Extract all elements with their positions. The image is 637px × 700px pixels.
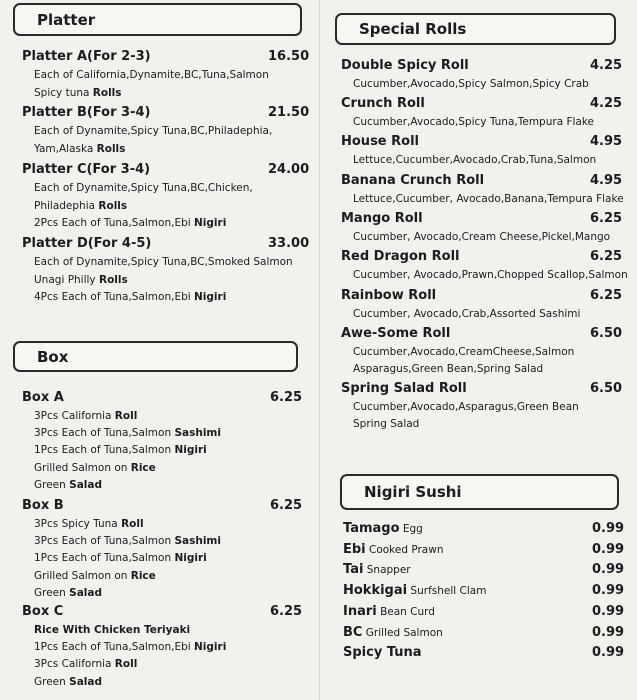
- nigiri-item-desc: Grilled Salmon: [362, 626, 443, 639]
- desc-emphasis: Rolls: [96, 142, 126, 155]
- nigiri-item: [343, 625, 443, 640]
- platter-item-price: 21.50: [268, 105, 310, 120]
- platter-heading: [13, 3, 302, 36]
- nigiri-item-price: 0.99: [592, 603, 625, 619]
- special-roll-title: Banana Crunch Roll: [341, 173, 485, 188]
- platter-item-title: Platter D(For 4-5): [22, 236, 152, 251]
- special-roll-desc: Asparagus,Green Bean,Spring Salad: [353, 363, 544, 375]
- box-item-title: Box B: [22, 498, 64, 513]
- platter-item-desc: Each of Dynamite,Spicy Tuna,BC,Smoked Salmon: [34, 256, 293, 268]
- special-roll-title: Awe-Some Roll: [341, 326, 451, 341]
- nigiri-item: [343, 645, 422, 660]
- special-roll-desc: Lettuce,Cucumber,Avocado,Crab,Tuna,Salmon: [353, 154, 597, 166]
- special-rolls-heading-label: Special Rolls: [359, 20, 467, 38]
- nigiri-item-price: 0.99: [592, 645, 625, 661]
- nigiri-item-price: 0.99: [592, 521, 625, 536]
- special-roll-title: Red Dragon Roll: [341, 249, 460, 264]
- special-roll-price: 6.25: [590, 211, 623, 226]
- special-roll-desc: Spring Salad: [353, 418, 420, 430]
- special-roll-price: 6.25: [590, 249, 623, 264]
- special-roll-desc: Cucumber, Avocado,Cream Cheese,Pickel,Mango: [353, 231, 611, 243]
- desc-emphasis: Sashimi: [174, 427, 221, 440]
- nigiri-item-name: Spicy Tuna: [343, 645, 422, 661]
- platter-item-price: 16.50: [268, 49, 310, 64]
- box-item-desc: 3Pcs Spicy Tuna Roll: [34, 518, 144, 530]
- nigiri-item-desc: Surfshell Clam: [407, 585, 487, 598]
- platter-item-desc: Each of California,Dynamite,BC,Tuna,Salmon: [34, 69, 269, 81]
- platter-item-title: Platter A(For 2-3): [22, 49, 151, 64]
- nigiri-item-price: 0.99: [592, 583, 625, 599]
- special-roll-price: 4.95: [590, 173, 623, 188]
- box-item-desc: 1Pcs Each of Tuna,Salmon,Ebi Nigiri: [34, 641, 227, 654]
- nigiri-item: [343, 542, 443, 557]
- special-roll-desc: Cucumber, Avocado,Crab,Assorted Sashimi: [353, 308, 581, 320]
- platter-item-desc: 2Pcs Each of Tuna,Salmon,Ebi Nigiri: [34, 217, 227, 229]
- special-roll-desc: Cucumber,Avocado,Spicy Salmon,Spicy Crab: [353, 78, 589, 90]
- special-roll-title: Mango Roll: [341, 211, 423, 226]
- nigiri-item-name: Ebi: [343, 541, 366, 557]
- nigiri-heading: [340, 474, 619, 510]
- box-item-desc: Green Salad: [34, 478, 102, 491]
- platter-item-desc: Yam,Alaska Rolls: [34, 142, 126, 155]
- nigiri-item: [343, 583, 486, 598]
- box-item-price: 6.25: [270, 390, 303, 405]
- box-item-title: Box A: [22, 390, 64, 405]
- desc-emphasis: Sashimi: [174, 535, 221, 548]
- nigiri-heading-label: Nigiri Sushi: [364, 483, 462, 501]
- box-item-desc: 3Pcs California Roll: [34, 658, 138, 671]
- column-divider: [319, 0, 320, 700]
- desc-emphasis: Nigiri: [194, 217, 227, 229]
- desc-emphasis: Nigiri: [174, 444, 207, 457]
- platter-item-desc: Each of Dynamite,Spicy Tuna,BC,Philadephia,: [34, 125, 273, 137]
- desc-emphasis: Salad: [69, 478, 102, 491]
- special-roll-desc: Cucumber,Avocado,Asparagus,Green Bean: [353, 401, 579, 413]
- special-roll-price: 6.25: [590, 288, 623, 303]
- nigiri-item-desc: Egg: [399, 523, 423, 535]
- nigiri-item-desc: Cooked Prawn: [365, 543, 444, 556]
- desc-emphasis: Nigiri: [194, 641, 227, 654]
- platter-item-price: 33.00: [268, 236, 310, 251]
- special-roll-price: 6.50: [590, 381, 623, 396]
- desc-emphasis: Nigiri: [174, 552, 207, 565]
- box-item-desc: Grilled Salmon on Rice: [34, 461, 156, 474]
- box-item-title: Box C: [22, 604, 64, 619]
- platter-item-desc: Spicy tuna Rolls: [34, 86, 122, 99]
- special-roll-desc: Cucumber,Avocado,Spicy Tuna,Tempura Flake: [353, 116, 595, 128]
- desc-emphasis: Rolls: [92, 86, 122, 99]
- box-heading-label: Box: [37, 347, 69, 366]
- box-item-price: 6.25: [270, 604, 303, 619]
- platter-item-title: Platter B(For 3-4): [22, 105, 151, 120]
- special-roll-desc: Cucumber, Avocado,Prawn,Chopped Scallop,Salmon: [353, 269, 628, 281]
- desc-emphasis: Rolls: [98, 199, 128, 212]
- nigiri-item-price: 0.99: [592, 624, 625, 640]
- nigiri-item-price: 0.99: [592, 541, 625, 557]
- nigiri-item-name: BC: [343, 624, 363, 640]
- desc-emphasis: Salad: [69, 675, 102, 688]
- box-item-desc: 1Pcs Each of Tuna,Salmon Nigiri: [34, 444, 207, 457]
- desc-emphasis: Rolls: [98, 273, 128, 286]
- nigiri-item-name: Tai: [343, 562, 364, 578]
- desc-emphasis: Rice: [130, 569, 156, 582]
- nigiri-item: [343, 521, 423, 536]
- desc-emphasis: Rice With Chicken Teriyaki: [34, 624, 191, 636]
- platter-heading-label: Platter: [37, 10, 96, 29]
- nigiri-item-desc: Snapper: [363, 564, 411, 577]
- desc-emphasis: Roll: [114, 658, 138, 671]
- desc-emphasis: Nigiri: [194, 291, 227, 303]
- box-item-price: 6.25: [270, 498, 303, 513]
- nigiri-item-name: Hokkigai: [343, 583, 408, 599]
- special-roll-price: 4.25: [590, 58, 623, 73]
- special-roll-title: Crunch Roll: [341, 96, 425, 111]
- special-roll-title: Double Spicy Roll: [341, 58, 469, 73]
- special-roll-title: Rainbow Roll: [341, 288, 437, 303]
- box-item-desc: Green Salad: [34, 586, 102, 599]
- special-roll-title: House Roll: [341, 134, 419, 149]
- nigiri-item-desc: Bean Curd: [376, 605, 435, 618]
- box-heading: [13, 341, 298, 372]
- desc-emphasis: Rice: [130, 461, 156, 474]
- nigiri-item: [343, 562, 411, 577]
- box-item-desc: 3Pcs Each of Tuna,Salmon Sashimi: [34, 427, 221, 440]
- special-roll-desc: Lettuce,Cucumber, Avocado,Banana,Tempura Flake: [353, 193, 624, 205]
- special-rolls-heading: [335, 13, 616, 45]
- special-roll-title: Spring Salad Roll: [341, 381, 467, 396]
- box-item-desc: 3Pcs Each of Tuna,Salmon Sashimi: [34, 535, 221, 548]
- box-item-desc: [34, 624, 190, 636]
- platter-item-desc: Unagi Philly Rolls: [34, 273, 128, 286]
- nigiri-item-name: Tamago: [343, 521, 400, 536]
- nigiri-item-price: 0.99: [592, 562, 625, 578]
- special-roll-desc: Cucumber,Avocado,CreamCheese,Salmon: [353, 346, 575, 358]
- platter-item-desc: Philadephia Rolls: [34, 199, 128, 212]
- platter-item-title: Platter C(For 3-4): [22, 162, 151, 177]
- platter-item-price: 24.00: [268, 162, 310, 177]
- desc-emphasis: Salad: [69, 586, 102, 599]
- nigiri-item: [343, 604, 435, 619]
- nigiri-item-name: Inari: [343, 603, 377, 619]
- desc-emphasis: Roll: [114, 410, 138, 422]
- box-item-desc: Grilled Salmon on Rice: [34, 569, 156, 582]
- box-item-desc: 1Pcs Each of Tuna,Salmon Nigiri: [34, 552, 207, 565]
- platter-item-desc: 4Pcs Each of Tuna,Salmon,Ebi Nigiri: [34, 291, 227, 303]
- box-item-desc: 3Pcs California Roll: [34, 410, 138, 422]
- special-roll-price: 4.25: [590, 96, 623, 111]
- desc-emphasis: Roll: [121, 518, 144, 530]
- special-roll-price: 6.50: [590, 326, 623, 341]
- platter-item-desc: Each of Dynamite,Spicy Tuna,BC,Chicken,: [34, 182, 253, 194]
- special-roll-price: 4.95: [590, 134, 623, 149]
- box-item-desc: Green Salad: [34, 675, 102, 688]
